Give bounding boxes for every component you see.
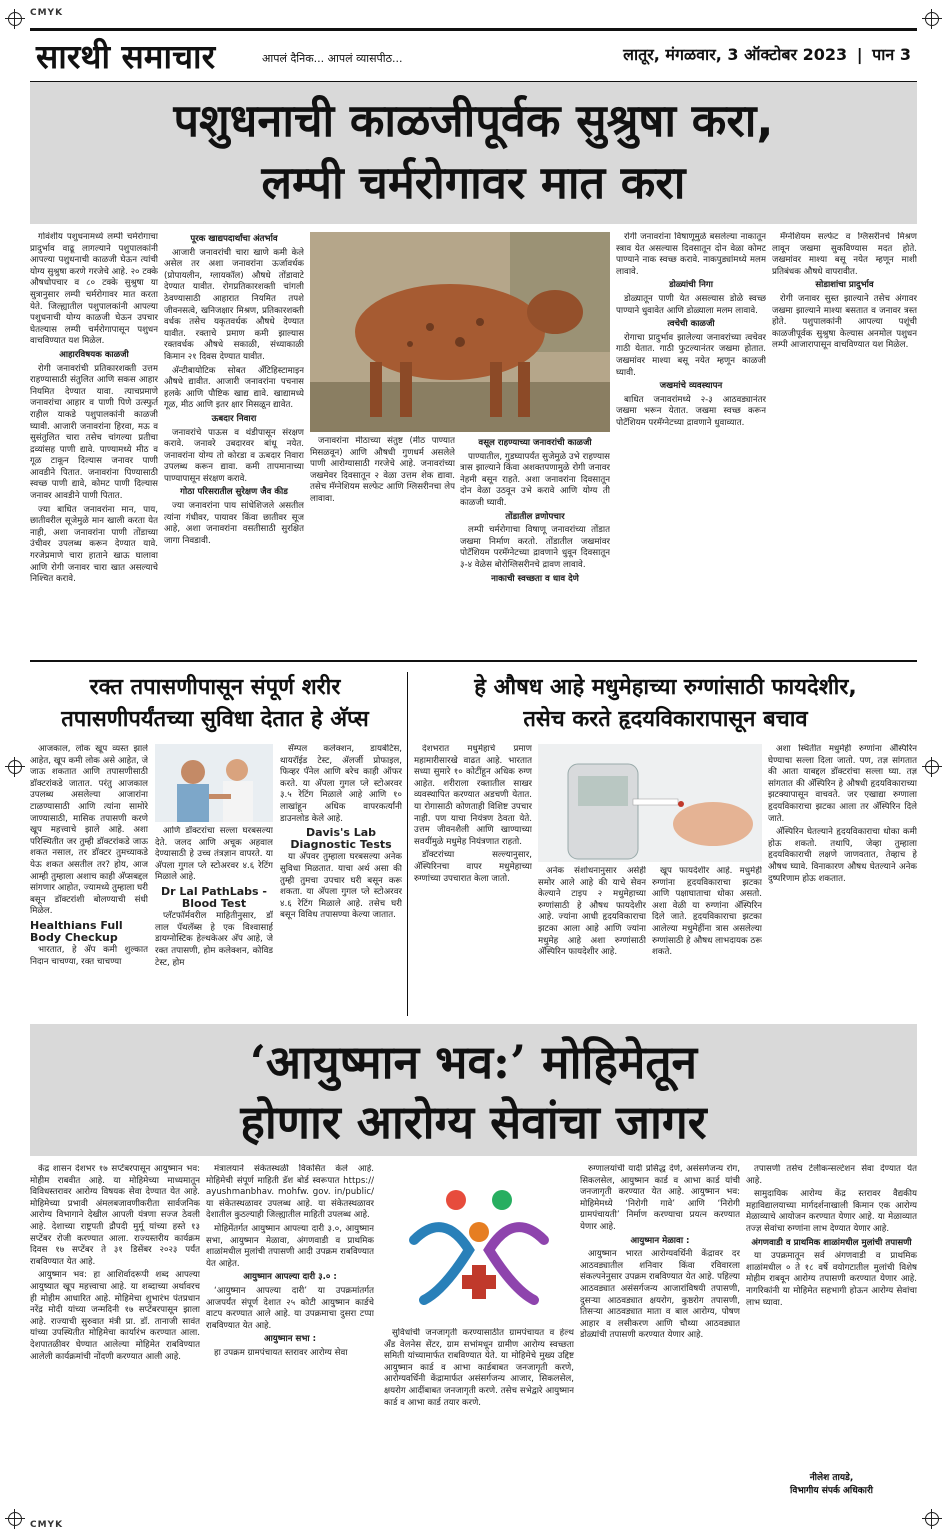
paragraph: ‘आयुष्मान आपल्या दारी’ या उपक्रमांतर्गत आजपर्यंत संपूर्ण देशात २५ कोटी आयुष्मान कार्डचे वाटप करण्यात आले आहे. या उपक्रमाचा दुसरा टप्पा राबविण्यात येत आहे. (206, 1285, 374, 1331)
subheading: सोडाशांचा प्रादुर्भाव (815, 280, 874, 291)
paragraph: जनावरांना मीठाच्या संतुष्ट (मीठ पाण्यात मिसळवून) आणि औषधी गुणधर्म असलेले पाणी आरोग्यासाठी गरजेचे आहे. जनावरांच्या जखमेवर दिवसातून २ वेळा उत्तम शेक द्यावा. तसेच मॅग्नेशियम सल्फेट आणि ग्लिसरीनचा लेप लावावा. (310, 436, 455, 504)
paragraph: डॉक्टरांच्या सल्ल्यानुसार, अ‍ॅस्पिरिनचा वापर मधुमेहाच्या रुग्णांच्या उपचारात केला जातो. (414, 850, 532, 884)
story4-column-5 (746, 1164, 917, 1464)
story1-column-4 (460, 436, 610, 652)
paragraph: भारतात, हे अ‍ॅप कमी शुल्कात निदान चाचण्या, रक्त चाचण्या (30, 945, 148, 967)
subheading: आयुष्मान सभा : (263, 1334, 317, 1345)
paragraph: आजकाल, लोक खूप व्यस्त झाले आहेत, खूप कमी लोक असे आहेत, जे जाऊ शकतात आणि तपासणीसाठी डॉक्टरांकडे जातात. परंतु आजकाल उपलब्ध असलेल्या आजारांना टाळण्यासाठी आणि त्यांना सामोरे जाण्यासाठी, मासिक तपासणी करणे खूप महत्त्वाचे झाले आहे. अशा परिस्थितीत जर तुम्ही डॉक्टरांकडे जाऊ शकत नसाल, तर डॉक्टर तुमच्याकडे येऊ शकत असतील तर? होय, आज आम्ही तुम्हाला अशाच काही अ‍ॅप्सबद्दल सांगणार आहोत, ज्यामध्ये तुम्हाला घरी बसून डॉक्टरांशी बोलण्याची संधी मिळेल. (30, 744, 148, 917)
story4-headline-line1: ‘आयुष्मान भव:’ मोहिमेतून (249, 1035, 698, 1089)
paragraph: प्लॅटफॉर्मवरील माहितीनुसार, डॉ लाल पॅथलॅब्स हे एक विश्वासार्ह डायग्नोस्टिक हेल्थकेअर अ‍ॅप आहे, जे रक्त तपासणी, होम कलेक्शन, कोविड टेस्ट, होम (155, 911, 273, 968)
story4-headline-box (30, 1024, 917, 1156)
paragraph: डोळ्यातून पाणी येत असल्यास डोळे स्वच्छ पाण्याने धुवावेत आणि डोळ्याला मलम लावावे. (616, 293, 766, 316)
story1-column-6 (772, 232, 917, 652)
masthead (30, 28, 917, 83)
paragraph: ज्या जनावरांना पाय सांधेशिजले असतील त्यांना गंधीवर, पायावर किंवा छातीवर सूज आहे, अशा जनावरांना वसतीसाठी सुरक्षित जागा निवडावी. (164, 501, 304, 546)
story1-column-3 (310, 436, 455, 652)
cow-photo (310, 232, 610, 432)
subheading: त्वचेची काळजी (667, 319, 715, 330)
paragraph: अ‍ॅन्टीबायोटिक सोबत अँटिहिस्टामाइन औषधे द्यावीत. आजारी जनावरांना पचनास हलके आणि पौष्टिक खाद्य द्यावे. खाद्यामध्ये गूळ, मीठ आणि इतर क्षार मिसळून द्यावेत. (164, 365, 304, 411)
story2-headline (30, 672, 400, 736)
registration-mark-icon (925, 760, 939, 774)
story3-headline-line1: हे औषध आहे मधुमेहाच्या रुग्णांसाठी फायदेशीर, (474, 675, 857, 700)
paragraph: सॅम्पल कलेक्शन, डायबेटिस, थायरॉईड टेस्ट, ॲलर्जी प्रोफाइल, फिव्हर पॅनेल आणि बरेच काही ऑफर करते. या अ‍ॅपला गुगल प्ले स्टोअरवर ३.५ रेटिंग मिळाले आहे आणि १० लाखांहून अधिक वापरकर्त्यांनी डाउनलोड केले आहे. (280, 744, 402, 824)
paragraph: रोगाचा प्रादुर्भाव झालेल्या जनावरांच्या त्वचेवर गाठी येतात. गाठी फुटल्यानंतर जखमा होतात. जखमांवर माश्या बसू नयेत म्हणून काळजी घ्यावी. (616, 332, 766, 378)
byline (746, 1470, 917, 1496)
subheading: Dr Lal PathLabs - Blood Test (161, 884, 267, 910)
paragraph: रोगी जनावर सुस्त झाल्याने तसेच अंगावर जखमा झाल्याने माश्या बसतात व जनावर त्रस्त होते. पशुपालकांनी आपल्या पशूंची काळजीपूर्वक सुश्रुषा केल्यास अनमोल पशुधन लम्पी आजारापासून वाचविण्यात यश मिळेल. (772, 293, 917, 351)
story3-column-4 (768, 744, 917, 1016)
subheading: वसूल राहण्याच्या जनावरांची काळजी (478, 438, 592, 448)
paragraph: आजारी जनावरांची चारा खाणे कमी केले असेल तर अशा जनावरांना ऊर्जावर्धक (प्रोपायलीन, ग्लायकॉल) औषधे तोंडावाटे देण्यात यावीत. रोगप्रतिकारशक्ती चांगली ठेवण्यासाठी आहारात नियमित तपशे जीवनसत्वे, खनिजक्षार मिश्रण, प्रतिकारशक्ती वर्धक तसेच यकृतवर्धक औषधे देण्यात यावीत. रक्ताचे प्रमाण कमी झाल्यास रक्तवर्धक औषधे सकाळी, संध्याकाळी किमान २१ दिवस देण्यात यावीत. (164, 247, 304, 362)
story1-column-1 (30, 232, 158, 652)
paragraph: मोहिमेंतर्गत आयुष्मान आपल्या दारी ३.०, आयुष्मान सभा, आयुष्मान मेळावा, अंगणवाडी व प्राथमिक शाळांमधील मुलांची तपासणी आदी उपक्रम राबविण्यात येत आहेत. (206, 1223, 374, 1269)
subheading: गोठा परिसरातील सुरेक्षण जैव कीड (180, 487, 288, 498)
subheading: नाकाची स्वच्छता व धाव देणे (491, 573, 579, 584)
subheading: तोंडातील व्रणोपचार (505, 511, 565, 522)
registration-mark-icon (925, 1512, 939, 1526)
glucometer-photo (538, 744, 762, 862)
masthead-tagline: आपलं दैनिक... आपलं व्यासपीठ... (262, 52, 403, 65)
paragraph: अनेक संशोधनानुसार असेही समोर आले आहे की याचे सेवन केल्याने टाइप २ मधुमेहाच्या रुग्णांसाठी हे औषध फायदेशीर आहे. ज्यांना आधी हृदयविकाराचा झटका आला आहे आणि ज्यांना मधुमेह आहे अशा रुग्णांसाठी अ‍ॅस्पिरिन फायदेशीर आहे. (538, 866, 646, 958)
paragraph: अ‍ॅस्पिरिन घेतल्याने हृदयविकाराचा धोका कमी होऊ शकतो. तथापि, जेव्हा तुम्हाला हृदयविकाराची लक्षणे जाणवतात, तेव्हाच हे औषध घ्यावे. विनाकारण औषध घेतल्याने अनेक दुष्परिणाम होऊ शकतात. (768, 827, 917, 884)
story3-headline (414, 672, 917, 736)
paragraph: बाधित जनावरांमध्ये २-३ आठवड्यानंतर जखमा भरून येतात. जखमा स्वच्छ करून पोटॅशियम परमॅग्नेटच्या द्रावणाने धुवाव्यात. (616, 394, 766, 428)
paragraph: सामुदायिक आरोग्य केंद्र स्तरावर वैद्यकीय महाविद्यालयाच्या मार्गदर्शनाखाली किमान एक आरोग्य मेळाव्याचे आयोजन करण्यात येणार आहे. या मेळाव्यात तज्ज्ञ सेवांचा रुग्णांना लाभ देण्यात येणार आहे. (746, 1189, 917, 1234)
subheading: आयुष्मान मेळावा : (630, 1235, 690, 1246)
subheading: आहारविषयक काळजी (59, 349, 129, 360)
paragraph: जनावरांचे पाऊस व थंडीपासून संरक्षण करावे. जनावरे उबदारवर बांधू नयेत. जनावरांना योग्य तो कोरडा व ऊबदार निवारा उपलब्ध करून द्यावा. कमी तापमानाच्या पाण्यापासून संरक्षण करावे. (164, 427, 304, 484)
story1-column-5 (616, 232, 766, 652)
paragraph: पाण्यातील, गुडघ्यापर्यंत सुजेमुळे उभे राहण्यास त्रास झाल्याने किंवा अशक्तपणामुळे रोगी जनावर नेहमी बसून राहते. अशा जनावरांना दिवसातून दोन वेळा उठवून उभे करावे आणि योग्य ती काळजी घ्यावी. (460, 451, 610, 508)
paragraph: सुविधांची जनजागृती करण्यासाठीत ग्रामपंचायत व हेल्थ अँड वेलनेस सेंटर, ग्राम सभांमधून ग्रामीण आरोग्य स्वच्छता समिती यांच्यामार्फत राबविण्यात येते. या मोहिमेचे मुख्य उद्दिष्ट आयुष्मान कार्ड व आभा कार्डबाबत जनजागृती करणे, आरोग्यवर्धिनी केंद्रामार्फत असंसर्गजन्य आजार, सिकलसेल, क्षयरोग आदींबाबत जनजागृती करणे. तसेच सभेद्वारे आयुष्मान कार्ड व आभा कार्ड तयार करणे. (384, 1328, 574, 1408)
story1-headline-line2: लम्पी चर्मरोगावर मात करा (261, 156, 686, 209)
paragraph: आयुष्मान भव: हा आशिर्वादरूपी शब्द आपल्या आयुष्यात खूप महत्त्वाचा आहे. या शब्दाच्या अर्थावरच ही मोहीम आधारित आहे. मोहिमेचा शुभारंभ पंतप्रधान नरेंद्र मोदी यांच्या जन्मदिनी १७ सप्टेंबरपासून झाला आहे. राज्याची सुरुवात मंत्री प्रा. डॉ. तानाजी सावंत यांच्या उपस्थितीत मोहिमेचा कार्यारंभ करण्यात आला. देशपातळीवर घेण्यात आलेल्या मोहिमेत राबविण्यात आलेली कार्यक्रमांची नोंदणी करण्यात आली आहे. (30, 1270, 200, 1362)
story4-column-2 (206, 1164, 374, 1514)
paragraph: मंत्रालयाने संकेतस्थळी विकसित केले आहे. मोहिमेची संपूर्ण माहिती डॅश बोर्ड स्वरूपात https:// ayushmanbhav. mohfw. gov. in/public/ या संकेतस्थळावर उपलब्ध आहे. या संकेतस्थळावर देशातील कुठल्याही जिल्ह्यातील माहिती उपलब्ध आहे. (206, 1164, 374, 1221)
story4-headline-line2: होणार आरोग्य सेवांचा जागर (240, 1095, 707, 1149)
story4-column-4 (580, 1164, 740, 1514)
paragraph: या अ‍ॅपवर तुम्हाला घरबसल्या अनेक सुविधा मिळतात. याचा अर्थ असा की तुम्ही तुमचा उपचार घरी बसून करू शकता. या अ‍ॅपला गुगल प्ले स्टोअरवर ४.६ रेटिंग मिळाले आहे. तसेच घरी बसून विविध तपासण्या केल्या जातात. (280, 852, 402, 921)
paragraph: खूप फायदेशीर आहे. मधुमेही रुग्णांना हृदयविकाराचा झटका आणि पक्षाघाताचा धोका असतो. अशा वेळी या रुग्णांना अ‍ॅस्पिरिन दिले जाते. हृदयविकाराचा झटका आलेल्या मधुमेहींना त्रास असलेल्या रुग्णांसाठी हे औषध लाभदायक ठरू शकते. (652, 866, 762, 958)
story2-column-1 (30, 744, 148, 1016)
paragraph: आणि डॉक्टरांचा सल्ला घरबसल्या देते. जलद आणि अचूक अहवाल देण्यासाठी हे उच्च तंत्रज्ञान वापरते. या अ‍ॅपला गुगल प्ले स्टोअरवर ४.६ रेटिंग मिळाले आहे. (155, 826, 273, 883)
story2-headline-line1: रक्त तपासणीपासून संपूर्ण शरीर (89, 675, 341, 700)
health-logo (384, 1170, 574, 1320)
paragraph: केंद्र शासन देशभर १७ सप्टेंबरपासून आयुष्मान भव: मोहीम राबवीत आहे. या मोहिमेच्या माध्यमातून विविधस्तरावर आरोग्य विषयक सेवा देण्यात येत आहे. मोहिमेच्या प्रभावी अंमलबजावणीकरीता सार्वजनिक आरोग्य विभागाने देखील आपली यंत्रणा सज्ज ठेवली आहे. देशाच्या राष्ट्रपती द्रौपदी मुर्मू यांच्या हस्ते १३ सप्टेंबर रोजी करण्यात आला. राज्यस्तरीय कार्यक्रम दिवस १७ सप्टेंबर ते ३१ डिसेंबर २०२३ पर्यंत राबविण्यात येत आहे. (30, 1164, 200, 1267)
byline-name: नीलेश तायडे, (809, 1473, 854, 1483)
subheading: ऊबदार निवारा (211, 413, 257, 424)
page-number: पान 3 (872, 45, 911, 64)
byline-title: विभागीय संपर्क अधिकारी (790, 1486, 873, 1496)
paragraph: देशभरात मधुमेहाचे प्रमाण महामारीसारखे वाढत आहे. भारतात सध्या सुमारे १० कोटींहून अधिक रुग्ण आहेत. शरीराला रक्तातील साखर व्यवस्थापित करण्यात अडचणी येतात. या रोगासाठी कोणताही विशिष्ट उपचार नाही. पण याचा नियंत्रण ठेवता येते. उत्तम जीवनशैली आणि खाण्याच्या सवयींमुळे मधुमेह नियंत्रणात राहतो. (414, 744, 532, 847)
story1-column-2 (164, 232, 304, 652)
subheading: डोळ्यांची निगा (669, 280, 713, 291)
story3-column-3 (652, 866, 762, 1016)
paragraph: लम्पी चर्मरोगाचा विषाणू जनावरांच्या तोंडात जखमा निर्माण करतो. तोंडातील जखमांवर पोटॅशियम परमॅग्नेटच्या द्रावणाने धुवून दिवसातून ३-४ वेळेस बोरोग्लिसरीनचे द्रावण लावावे. (460, 525, 610, 570)
paragraph: या उपक्रमातून सर्व अंगणवाडी व प्राथमिक शाळांमधील ० ते १८ वर्षे वयोगटातील मुलांची विशेष मोहीम राबवून आरोग्य तपासणी करण्यात येणार आहे. नागरिकांनी या मोहिमेत सहभागी होऊन आरोग्य सेवांचा लाभ घ्यावा. (746, 1251, 917, 1308)
paragraph: रोगी जनावरांची प्रतिकारशक्ती उत्तम राहण्यासाठी संतुलित आणि सकस आहार नियमित देण्यात यावा. त्याचप्रमाणे जनावरांचा आहार व पाणी पिणे उत्स्फुर्त राहील याकडे पशुपालकांनी काळजी घ्यावी. आजारी जनावरांना हिरवा, मऊ व सुसंतुलित चारा तसेच चांगल्या प्रतीचा द्रव्यांसह पाणी द्यावे. पाण्यामध्ये मीठ व गूळ टाकून दिल्यास जनावर पाणी आवडीने पितात. जनावरांना पिण्यासाठी स्वच्छ पाणी द्यावे, कोमट पाणी दिल्यास जनावर आवडीने पाणी पितात. (30, 363, 158, 502)
masthead-dateline-block: लातूर, मंगळवार, 3 ऑक्टोबर 2023 | पान 3 (623, 45, 911, 64)
print-mark-bottom: CMYK (30, 1520, 64, 1530)
registration-mark-icon (8, 1512, 22, 1526)
story2-column-3 (280, 744, 402, 1016)
column-divider (407, 672, 408, 1016)
story2-headline-line2: तपासणीपर्यंतच्या सुविधा देतात हे अ‍ॅप्स (61, 707, 369, 732)
registration-mark-icon (8, 12, 22, 26)
subheading: पूरक खाद्यपदार्थांचा अंतर्भाव (190, 234, 278, 244)
paragraph: अशा स्थितीत मधुमेही रुग्णांना अ‍ॅस्पिरिन घेण्याचा सल्ला दिला जातो. पण, तज्ञ सांगतात की आता याबद्दल डॉक्टरांचा सल्ला घ्या. तज्ञ सांगतात की अ‍ॅस्पिरिन हे औषधी हृदयविकाराच्या झटक्यापासून वाचवते. जर एखाद्या रुग्णाला हृदयविकाराचा झटका आला तर अ‍ॅस्पिरिन दिले जाते. (768, 744, 917, 824)
story3-column-2 (538, 866, 646, 1016)
paragraph: मॅग्नेशियम सल्फेट व ग्लिसरीनचे मिश्रण लावून जखमा सुकविण्यास मदत होते. जखमांवर माश्या बसू नयेत म्हणून माशी प्रतिबंधक औषधे वापरावीत. (772, 232, 917, 277)
story1-headline-line1: पशुधनाची काळजीपूर्वक सुश्रुषा करा, (173, 94, 774, 147)
dateline: लातूर, मंगळवार, 3 ऑक्टोबर 2023 (623, 45, 848, 64)
story1-headline-box (30, 82, 917, 224)
subheading: Davis's Lab Diagnostic Tests (290, 826, 392, 851)
story2-column-2 (155, 826, 273, 1016)
subheading: Healthians Full Body Checkup (30, 918, 123, 944)
section-divider (30, 660, 917, 662)
paragraph: हा उपक्रम ग्रामपंचायत स्तरावर आरोग्य सेवा (214, 1347, 348, 1358)
paragraph: तपासणी तसेच टेलीकन्सल्टेशन सेवा देण्यात येत आहे. (746, 1164, 917, 1186)
masthead-title: सारथी समाचार (36, 37, 216, 76)
paragraph: गोवंशीय पशुधनामध्ये लम्पी चर्मरोगाचा प्रादुर्भाव वाढू लागल्याने पशुपालकांनी आपल्या पशुधनाची काळजी घेऊन त्यांची योग्य सुश्रुषा करणे गरजेचे आहे. २० टक्के औषधोपचार व ८० टक्के सुश्रुषा या सुत्रानुसार लम्पी चर्मरोगावर मात करता येते. जिल्ह्यातील पशुपालकांनी आपल्या पशुधनाची योग्य काळजी घेऊन उपचार घेतल्यास लम्पी चर्मरोगापासून पशुधन वाचविण्यात यश मिळेल. (30, 232, 158, 347)
registration-mark-icon (925, 12, 939, 26)
paragraph: रुग्णालयांची यादी प्रसिद्ध देणे, असंसर्गजन्य रोग, सिकलसेल, आयुष्मान कार्ड व आभा कार्ड यांची जनजागृती करण्यात येत आहे. आयुष्मान भव: मोहिमेमध्ये ‘निरोगी गावे’ आणि ‘निरोगी ग्रामपंचायती’ निर्माण करण्याचा प्रयत्न करण्यात येणार आहे. (580, 1164, 740, 1232)
story4-column-3 (384, 1328, 574, 1514)
story3-column-1 (414, 744, 532, 1016)
subheading: आयुष्मान आपल्या दारी ३.० : (243, 1272, 337, 1283)
subheading: जखमांचे व्यवस्थापन (659, 381, 723, 392)
subheading: अंगणवाडी व प्राथमिक शाळांमधील मुलांची तपासणी (751, 1237, 912, 1248)
story3-headline-line2: तसेच करते हृदयविकारापासून बचाव (523, 707, 808, 732)
paragraph: ज्या बाधित जनावरांना मान, पाय, छातीवरील सूजेमुळे मान खाली करता येत नाही, अशा जनावरांना पाणी तोंडाच्या उंचीवर उपलब्ध करून देण्यात यावे. गरजेप्रमाणे चारा हाताने खाऊ घालावा आणि रोगी जनावर चारा खात असल्याचे निश्चित करावे. (30, 504, 158, 585)
print-mark-top: CMYK (30, 8, 64, 18)
story4-column-1 (30, 1164, 200, 1514)
paragraph: रोगी जनावरांना विषाणूमुळे बसलेल्या नाकातून स्त्राव येत असल्यास दिवसातून दोन वेळा कोमट पाण्याने नाक स्वच्छ करावे. नाकपुड्यांमध्ये मलम लावावे. (616, 232, 766, 277)
paragraph: आयुष्मान भारत आरोग्यवर्धिनी केंद्रावर दर आठवड्यातील शनिवार किंवा रविवारला संकल्पनेनुसार उपक्रम राबविण्यात येत आहे. पहिल्या आठवड्यात असंसर्गजन्य आजारांविषयी तपासणी, दुसऱ्या आठवड्यात क्षयरोग, कुष्ठरोग तपासणी, तिसऱ्या आठवड्यात माता व बाल आरोग्य, पोषण आहार व लसीकरण आणि चौथ्या आठवड्यात डोळ्यांची तपासणी करण्यात येणार आहे. (580, 1249, 740, 1341)
doctor-patient-photo (155, 744, 273, 822)
registration-mark-icon (8, 760, 22, 774)
